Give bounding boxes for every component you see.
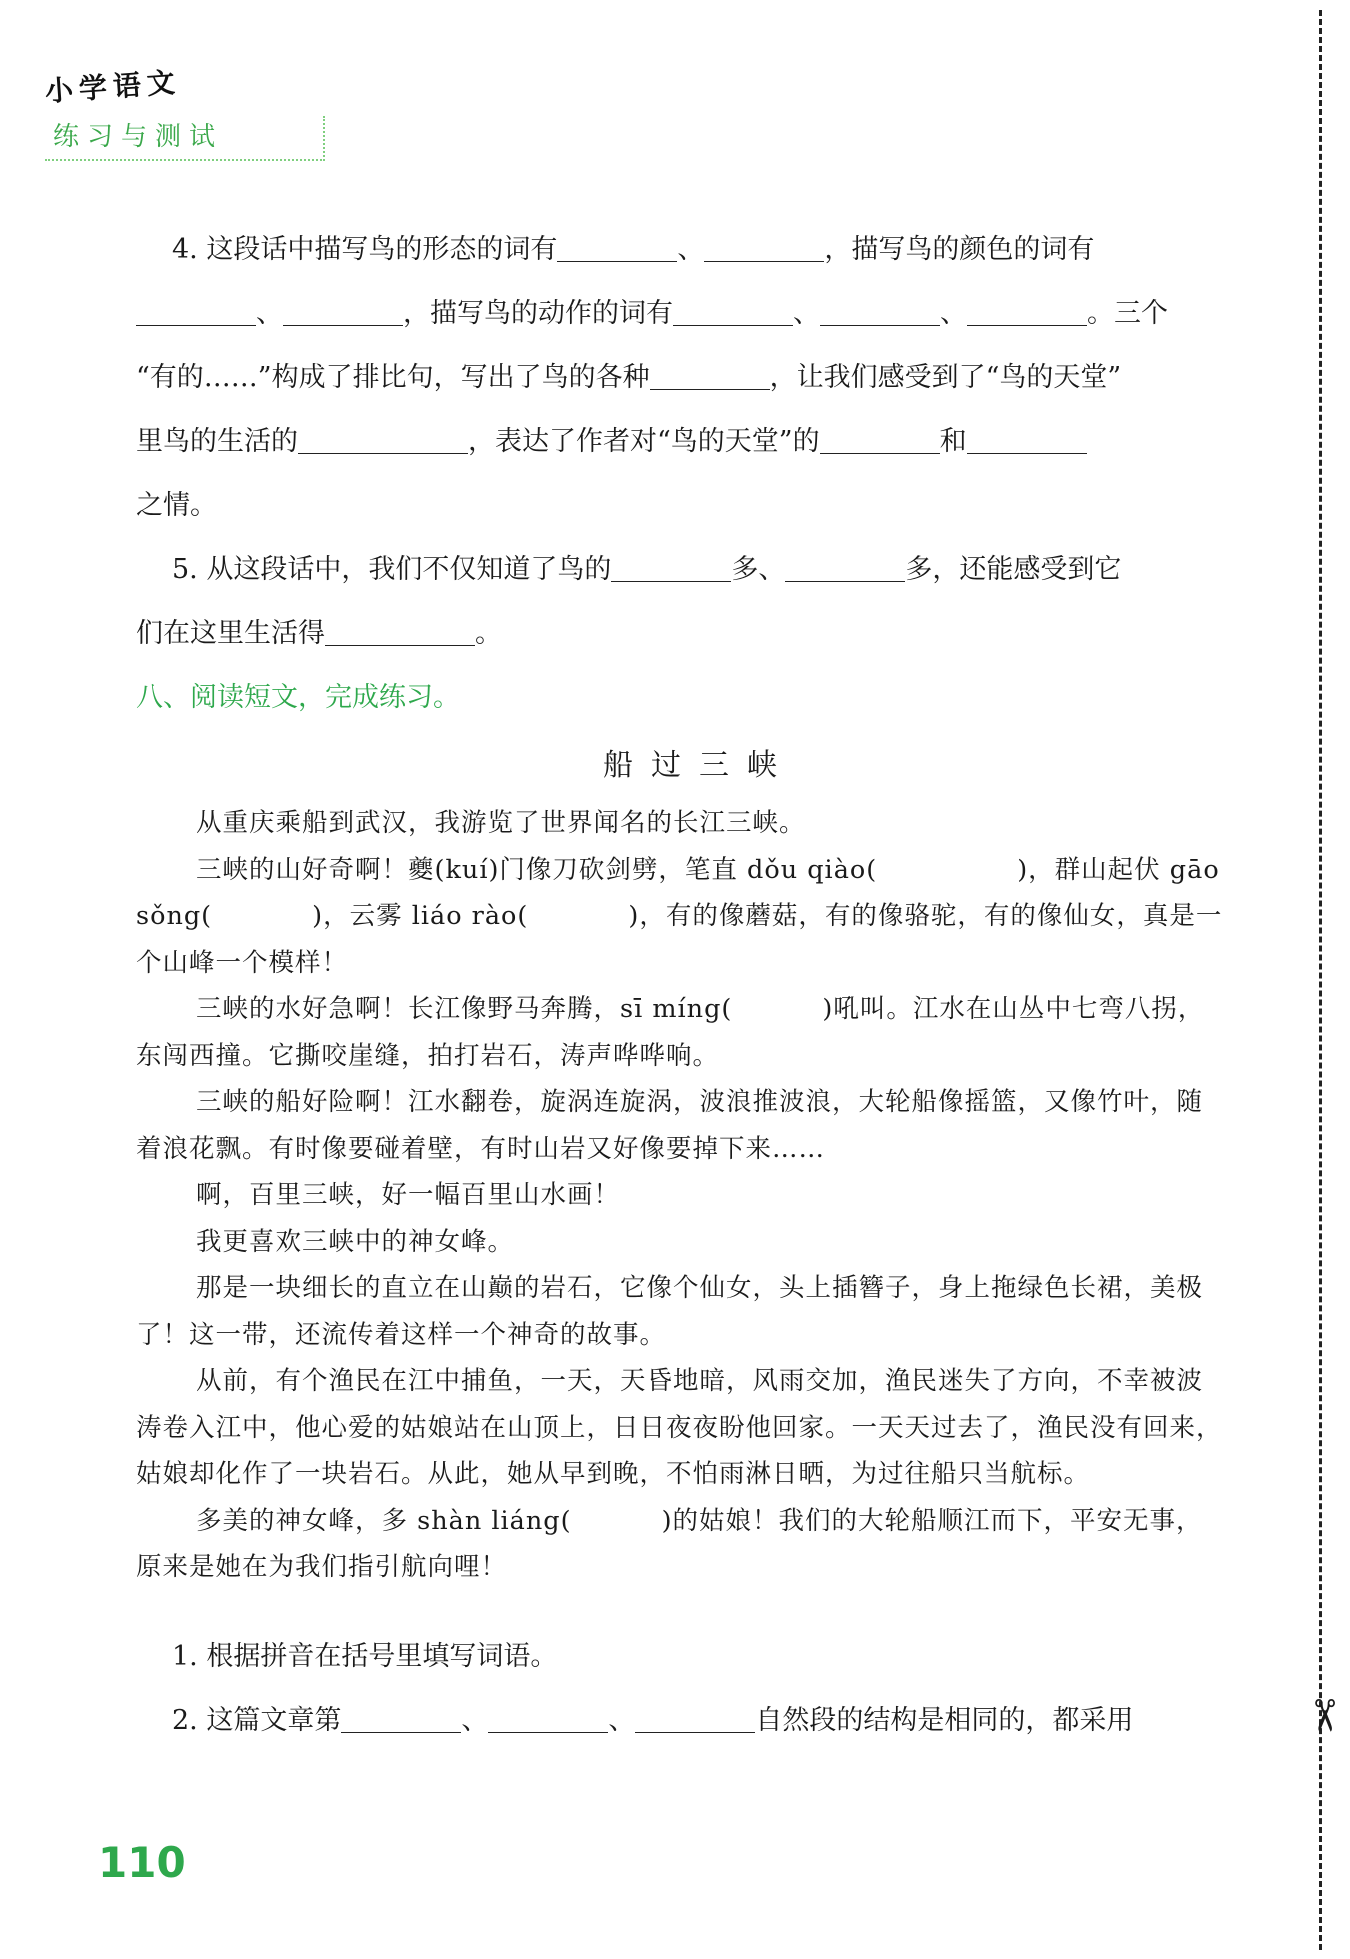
text: 、 — [677, 234, 705, 265]
story-paragraph: 从重庆乘船到武汉，我游览了世界闻名的长江三峡。 — [196, 808, 806, 838]
blank[interactable] — [967, 427, 1087, 454]
text: 、 — [461, 1704, 489, 1736]
story-paragraph: 我更喜欢三峡中的神女峰。 — [196, 1226, 515, 1257]
story-title: 船过三峡 — [603, 748, 795, 783]
blank[interactable] — [820, 299, 940, 326]
blank[interactable] — [283, 299, 403, 326]
blank[interactable] — [820, 427, 940, 454]
blank[interactable] — [611, 555, 731, 582]
text: ，让我们感受到了“鸟的天堂” — [769, 362, 1122, 393]
blank[interactable] — [785, 555, 905, 582]
text: )吼叫。江水在山丛中七弯八拐，东闯西撞。它撕咬崖缝，拍打岩石，涛声哗哗响。 — [136, 994, 1205, 1071]
q4-line1 — [172, 218, 1226, 282]
text: 和 — [939, 426, 967, 457]
text: 里鸟的生活的 — [136, 426, 298, 457]
text: 自然段的结构是相同的，都采用 — [755, 1704, 1134, 1736]
story-paragraph — [136, 847, 1226, 987]
text: 。三个 — [1087, 298, 1168, 329]
text: ，表达了作者对“鸟的天堂”的 — [468, 426, 820, 457]
blank[interactable] — [650, 363, 770, 390]
text: 4. 这段话中描写鸟的形态的词有 — [172, 234, 558, 265]
text: 三峡的水好急啊！长江像野马奔腾，sī míng( — [196, 994, 733, 1024]
blank[interactable] — [341, 1706, 461, 1733]
blank[interactable] — [635, 1706, 755, 1733]
q5-line1 — [172, 538, 1226, 602]
text: 多、 — [731, 554, 786, 585]
text: 、 — [940, 298, 967, 329]
question-2 — [172, 1689, 1226, 1753]
story-paragraph — [136, 986, 1226, 1079]
questions — [172, 1625, 1226, 1753]
text: 多，还能感受到它 — [905, 554, 1122, 585]
text: )的姑娘！我们的大轮船顺江而下，平安无事，原来是她在为我们指引航向哩！ — [136, 1505, 1203, 1582]
story-paragraph: 那是一块细长的直立在山巅的岩石，它像个仙女，头上插簪子，身上拖绿色长裙，美极了！这一带，还流传着这样一个神奇的故事。 — [136, 1273, 1204, 1350]
text: 2. 这篇文章第 — [172, 1704, 342, 1736]
book-header — [43, 65, 325, 161]
page-number: 110 — [98, 1838, 186, 1887]
text: 。 — [475, 618, 502, 649]
story-paragraph: 三峡的船好险啊！江水翻卷，旋涡连旋涡，波浪推波浪，大轮船像摇篮，又像竹叶，随着浪花飘。有时像要碰着壁，有时山岩又好像要掉下来…… — [136, 1087, 1204, 1164]
header-title-bottom: 练习与测试 — [45, 116, 325, 161]
text: 、 — [608, 1704, 636, 1736]
header-title-top: 小学语文 — [43, 65, 182, 108]
text: “有的……”构成了排比句，写出了鸟的各种 — [136, 362, 650, 393]
blank[interactable] — [704, 235, 824, 262]
text: )，云雾 liáo rào( — [312, 901, 529, 931]
story-body — [136, 800, 1226, 1591]
story-paragraph: 从前，有个渔民在江中捕鱼，一天，天昏地暗，风雨交加，渔民迷失了方向，不幸被波涛卷入江中，他心爱的姑娘站在山顶上，日日夜夜盼他回家。一天天过去了，渔民没有回来，姑娘却化作了一块岩石。从此，她从早到晚，不怕雨淋日晒，为过往船只当航标。 — [136, 1366, 1223, 1489]
q4-line2 — [136, 282, 1226, 346]
blank[interactable] — [488, 1706, 608, 1733]
text: 三峡的山好奇啊！夔(kuí)门像刀砍剑劈，笔直 dǒu qiào( — [196, 854, 878, 885]
question-1: 1. 根据拼音在括号里填写词语。 — [172, 1640, 558, 1672]
text: 多美的神女峰，多 shàn liáng( — [196, 1505, 572, 1536]
story-paragraph — [136, 1498, 1226, 1591]
text: 、 — [793, 298, 820, 329]
section-heading: 八、阅读短文，完成练习。 — [136, 682, 460, 713]
text: )，群山起伏 gāo sǒng( — [136, 854, 1220, 931]
page-content — [136, 218, 1226, 1753]
q4-line3 — [136, 346, 1226, 410]
blank[interactable] — [298, 427, 468, 454]
q4-line5: 之情。 — [136, 490, 217, 521]
blank[interactable] — [967, 299, 1087, 326]
scissors-icon: ✂ — [1298, 1697, 1350, 1734]
blank[interactable] — [673, 299, 793, 326]
cut-line — [1319, 10, 1322, 1950]
blank[interactable] — [136, 299, 256, 326]
story-paragraph: 啊，百里三峡，好一幅百里山水画！ — [196, 1180, 621, 1210]
text: 、 — [256, 298, 283, 329]
text: 们在这里生活得 — [136, 618, 325, 649]
q5-line2 — [136, 602, 1226, 666]
q4-line4 — [136, 410, 1226, 474]
blank[interactable] — [557, 235, 677, 262]
blank[interactable] — [325, 619, 475, 646]
text: ，描写鸟的颜色的词有 — [824, 234, 1095, 265]
text: 5. 从这段话中，我们不仅知道了鸟的 — [172, 554, 612, 585]
text: ，描写鸟的动作的词有 — [403, 298, 673, 329]
text: )，有的像蘑菇，有的像骆驼，有的像仙女，真是一个山峰一个模样！ — [136, 901, 1223, 978]
